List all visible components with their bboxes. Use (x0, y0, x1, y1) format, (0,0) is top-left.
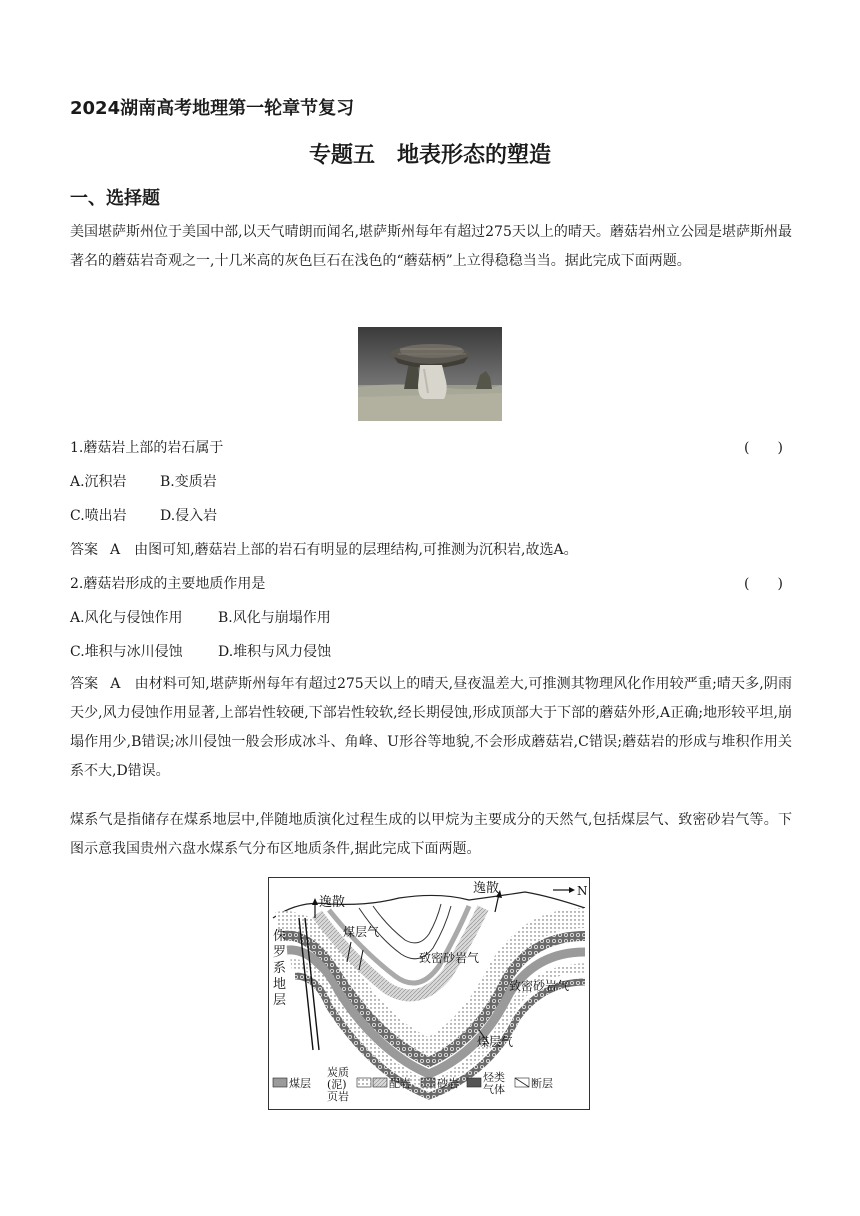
option-b[interactable]: B.变质岩 (160, 474, 217, 490)
mushroom-rock-photo (358, 327, 502, 421)
legend-mudstone-label: 配岩 (389, 1077, 411, 1090)
legend-shale-swatch (357, 1078, 371, 1087)
north-arrow-icon (553, 887, 575, 893)
option-d[interactable]: D.侵入岩 (160, 508, 218, 524)
answer-text: A 由图可知,蘑菇岩上部的岩石有明显的层理结构,可推测为沉积岩,故选A。 (110, 542, 578, 558)
escape-label-left: 逸散 (319, 895, 346, 910)
option-c[interactable]: C.喷出岩 (70, 508, 127, 524)
question-2-options-row-1 (70, 608, 331, 628)
question-2-stem: 2.蘑菇岩形成的主要地质作用是 (70, 576, 266, 592)
passage-kansas: 美国堪萨斯州位于美国中部,以天气晴朗而闻名,堪萨斯州每年有超过275天以上的晴天。蘑菇岩州立公园是堪萨斯州最著名的蘑菇岩奇观之一,十几米高的灰色巨石在浅色的“蘑菇柄”上立得稳稳当当。据此完成下面两题。 (70, 224, 792, 269)
legend-fault-label: 断层 (531, 1077, 553, 1090)
option-d[interactable]: D.堆积与风力侵蚀 (218, 644, 332, 660)
answer-label: 答案 (70, 676, 99, 692)
question-1-paren: ( ) (744, 440, 783, 456)
legend-hydrocarbon-swatch (467, 1078, 481, 1087)
question-2-options-row-2 (70, 642, 331, 662)
tight-sand-gas-label-mid: 致密砂岩气 (419, 951, 480, 965)
legend-coal-swatch (273, 1078, 287, 1087)
inner-layer-line (373, 904, 441, 943)
question-2-paren: ( ) (744, 576, 783, 592)
legend-shale-label-top: 炭质 (327, 1066, 349, 1079)
coalbed-gas-label-bottom: 煤层气 (477, 1035, 514, 1049)
legend-coal-label: 煤层 (289, 1077, 311, 1090)
svg-text:层: 层 (273, 993, 287, 1008)
north-label: N (577, 884, 588, 898)
legend-mudstone-swatch (373, 1078, 387, 1087)
option-a[interactable]: A.沉积岩 (70, 474, 127, 490)
legend-hydrocarbon-label-top: 烃类 (483, 1071, 505, 1084)
question-1-options-row-1 (70, 472, 217, 492)
passage-coal-gas: 煤系气是指储存在煤系地层中,伴随地质演化过程生成的以甲烷为主要成分的天然气,包括煤层气、致密砂岩气等。下图示意我国贵州六盘水煤系气分布区地质条件,据此完成下面两题。 (70, 812, 792, 857)
legend-shale-label-mid: (泥) (327, 1078, 347, 1091)
svg-text:地: 地 (273, 977, 287, 992)
option-a[interactable]: A.风化与侵蚀作用 (70, 610, 183, 626)
coalbed-gas-label-top: 煤层气 (343, 925, 380, 939)
svg-text:罗: 罗 (273, 945, 287, 960)
question-1-answer (70, 540, 578, 560)
section-heading: 一、选择题 (70, 188, 160, 209)
escape-label-right: 逸散 (473, 881, 500, 896)
legend-hydrocarbon-label-bot: 气体 (483, 1083, 505, 1096)
legend-shale-label-bot: 页岩 (327, 1090, 349, 1103)
geology-cross-section-figure (268, 877, 590, 1110)
question-1-stem: 1.蘑菇岩上部的岩石属于 (70, 440, 224, 456)
answer-label: 答案 (70, 542, 98, 558)
question-2-answer (70, 670, 792, 786)
answer-text: A 由材料可知,堪萨斯州每年有超过275天以上的晴天,昼夜温差大,可推测其物理风化作用较严重;晴天多,阴雨天少,风力侵蚀作用显著,上部岩性较硬,下部岩性较软,经长期侵蚀,形成顶部大于下部的蘑菇外形,A正确;地形较平坦,崩塌作用少,B错误;冰川侵蚀一般会形成冰斗、角峰、U形谷等地貌,不会形成蘑菇岩,C错误;蘑菇岩的形成与堆积作用关系不大,D错误。 (70, 676, 792, 779)
option-c[interactable]: C.堆积与冰川侵蚀 (70, 644, 183, 660)
svg-text:侏: 侏 (273, 929, 287, 944)
legend-sandstone-label: 砂岩 (437, 1077, 459, 1090)
question-1-options-row-2 (70, 506, 217, 526)
page-title: 专题五 地表形态的塑造 (308, 143, 551, 168)
series-title: 2024湖南高考地理第一轮章节复习 (70, 98, 355, 119)
jurassic-strata-label (273, 928, 286, 1008)
legend-sandstone-swatch (421, 1078, 435, 1087)
tight-sand-gas-label-right: 致密砂岩气 (509, 979, 570, 993)
svg-text:系: 系 (273, 961, 287, 976)
option-b[interactable]: B.风化与崩塌作用 (218, 610, 331, 626)
